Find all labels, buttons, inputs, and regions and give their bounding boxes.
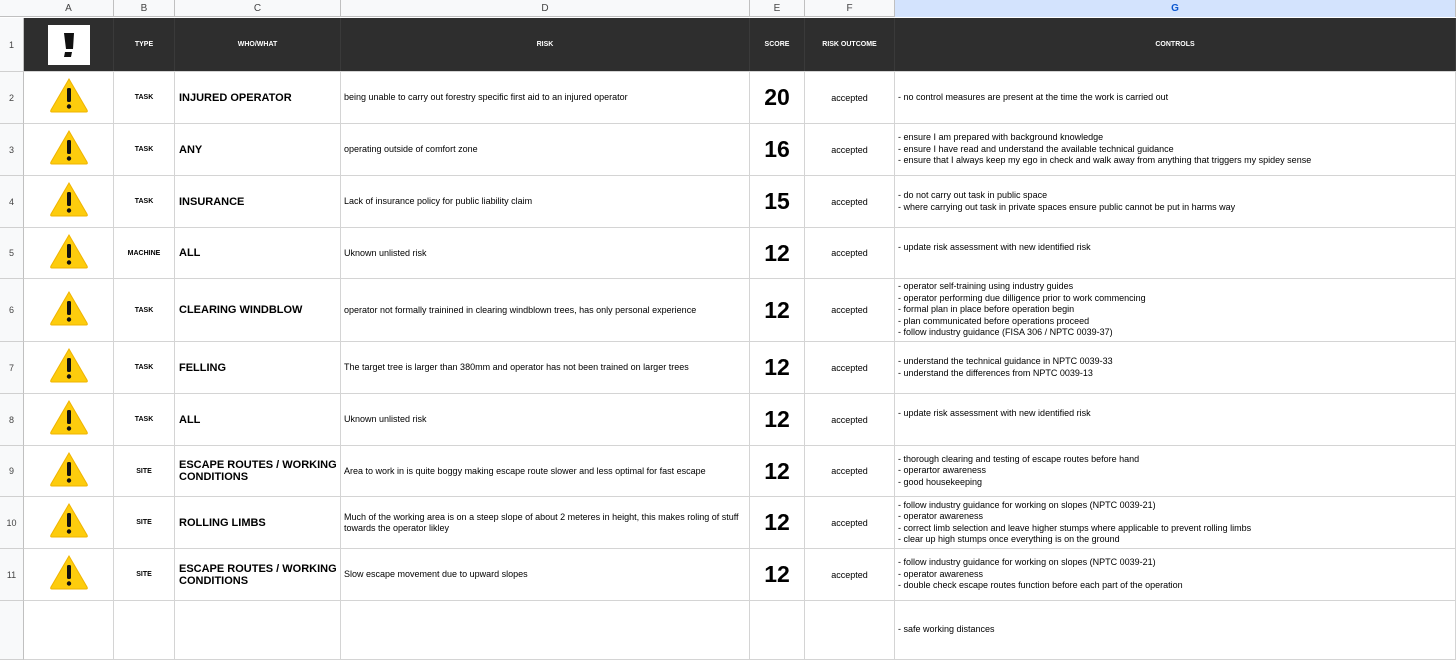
type-cell[interactable]	[114, 446, 175, 496]
column-header-d[interactable]: D	[341, 0, 750, 17]
table-row	[24, 228, 1456, 279]
score-cell-text: 12	[764, 457, 790, 484]
warning-triangle-icon	[49, 77, 89, 118]
risk-outcome-cell[interactable]	[805, 394, 895, 445]
warning-triangle-icon	[49, 451, 89, 492]
table-row	[24, 601, 1456, 660]
controls-cell[interactable]	[895, 228, 1456, 278]
header-risk[interactable]: RISK	[341, 18, 750, 71]
warning-cell[interactable]	[24, 549, 114, 600]
warning-triangle-icon	[49, 347, 89, 388]
type-cell[interactable]	[114, 601, 175, 659]
column-header-c[interactable]: C	[175, 0, 341, 17]
column-header-strip	[0, 0, 1456, 17]
type-cell-text: SITE	[136, 467, 152, 475]
who-what-cell-text: ROLLING LIMBS	[179, 516, 266, 529]
who-what-cell[interactable]	[175, 279, 341, 341]
table-row	[24, 176, 1456, 228]
controls-cell[interactable]	[895, 549, 1456, 600]
warning-triangle-icon	[49, 554, 89, 595]
risk-outcome-cell[interactable]	[805, 342, 895, 393]
row-header-10[interactable]: 10	[0, 497, 24, 549]
warning-cell[interactable]	[24, 394, 114, 445]
warning-cell[interactable]	[24, 497, 114, 548]
row-header-1[interactable]: 1	[0, 18, 24, 72]
risk-outcome-cell-text: accepted	[831, 196, 868, 207]
score-cell-text: 12	[764, 406, 790, 432]
type-cell[interactable]	[114, 124, 175, 175]
who-what-cell[interactable]	[175, 124, 341, 175]
risk-outcome-cell-text: accepted	[831, 517, 868, 528]
column-header-g[interactable]: G	[895, 0, 1456, 17]
risk-outcome-cell-text: accepted	[831, 144, 868, 155]
row-header-3[interactable]: 3	[0, 124, 24, 176]
warning-cell[interactable]	[24, 279, 114, 341]
risk-outcome-cell-text: accepted	[831, 92, 868, 103]
type-cell-text: MACHINE	[127, 249, 161, 257]
risk-outcome-cell[interactable]	[805, 601, 895, 659]
type-cell-text: TASK	[134, 416, 154, 423]
controls-cell-text: - safe working distances	[898, 624, 995, 635]
header-score[interactable]: SCORE	[750, 18, 805, 71]
controls-cell-text: - thorough clearing and testing of escape routes before hand - operartor awareness - good housekeeping	[898, 453, 1140, 487]
risk-cell-text: Lack of insurance policy for public liability claim	[344, 196, 533, 206]
warning-triangle-icon	[49, 399, 89, 440]
row-header-9[interactable]: 9	[0, 446, 24, 497]
risk-cell[interactable]	[341, 279, 750, 341]
table-row	[24, 497, 1456, 549]
risk-cell[interactable]	[341, 342, 750, 393]
type-cell[interactable]	[114, 228, 175, 278]
who-what-cell-text: FELLING	[179, 361, 227, 374]
who-what-cell[interactable]	[175, 446, 341, 496]
who-what-cell-text: ALL	[179, 413, 201, 426]
risk-outcome-cell[interactable]	[805, 176, 895, 227]
warning-cell[interactable]	[24, 601, 114, 659]
who-what-cell-text: INJURED OPERATOR	[179, 91, 292, 104]
risk-cell-text: Uknown unlisted risk	[344, 414, 427, 424]
who-what-cell-text: ALL	[179, 247, 201, 259]
risk-outcome-cell[interactable]	[805, 549, 895, 600]
score-cell[interactable]	[750, 497, 805, 548]
warning-triangle-icon	[49, 290, 89, 331]
type-cell-text: TASK	[134, 198, 154, 205]
score-cell-text: 16	[764, 136, 790, 162]
who-what-cell-text: ANY	[179, 143, 203, 156]
warning-triangle-icon	[49, 181, 89, 222]
risk-cell[interactable]	[341, 497, 750, 548]
table-row	[24, 124, 1456, 176]
type-cell-text: SITE	[136, 519, 152, 526]
controls-cell[interactable]	[895, 497, 1456, 548]
score-cell-text: 12	[764, 296, 790, 323]
risk-outcome-cell-text: accepted	[831, 248, 868, 258]
warning-triangle-icon	[49, 502, 89, 543]
risk-cell-text: Uknown unlisted risk	[344, 247, 427, 258]
score-cell[interactable]	[750, 124, 805, 175]
risk-outcome-cell-text: accepted	[831, 569, 868, 580]
type-cell-text: TASK	[134, 146, 154, 153]
controls-cell-text: - update risk assessment with new identified risk	[898, 241, 1091, 252]
table-row	[24, 394, 1456, 446]
score-cell[interactable]	[750, 228, 805, 278]
who-what-cell-text: CLEARING WINDBLOW	[179, 304, 303, 316]
score-cell-text: 20	[764, 84, 790, 110]
type-cell-text: TASK	[134, 306, 154, 314]
warning-cell[interactable]	[24, 124, 114, 175]
type-cell-text: SITE	[136, 571, 152, 578]
risk-cell[interactable]	[341, 549, 750, 600]
warning-cell[interactable]	[24, 176, 114, 227]
score-cell[interactable]	[750, 342, 805, 393]
warning-cell[interactable]	[24, 228, 114, 278]
risk-outcome-cell[interactable]	[805, 279, 895, 341]
table-row	[24, 549, 1456, 601]
score-cell[interactable]	[750, 601, 805, 659]
type-cell[interactable]	[114, 497, 175, 548]
type-cell[interactable]	[114, 72, 175, 123]
who-what-cell[interactable]	[175, 176, 341, 227]
controls-cell[interactable]	[895, 601, 1456, 659]
who-what-cell[interactable]	[175, 497, 341, 548]
risk-outcome-cell[interactable]	[805, 124, 895, 175]
header-logo-cell[interactable]	[24, 18, 114, 71]
risk-cell-text: being unable to carry out forestry specific first aid to an injured operator	[344, 92, 628, 102]
risk-outcome-cell[interactable]	[805, 497, 895, 548]
risk-cell[interactable]	[341, 176, 750, 227]
row-header-8[interactable]: 8	[0, 394, 24, 446]
score-cell[interactable]	[750, 176, 805, 227]
who-what-cell[interactable]	[175, 72, 341, 123]
exclamation-logo-icon	[48, 25, 90, 65]
risk-cell-text: Slow escape movement due to upward slopes	[344, 569, 528, 579]
risk-cell[interactable]	[341, 601, 750, 659]
score-cell[interactable]	[750, 279, 805, 341]
type-cell-text: TASK	[134, 364, 154, 371]
row-header-2[interactable]: 2	[0, 72, 24, 124]
warning-cell[interactable]	[24, 72, 114, 123]
score-cell-text: 12	[764, 561, 790, 587]
controls-cell-text: - understand the technical guidance in NPTC 0039-33 - understand the differences from NPTC 0039-13	[898, 356, 1113, 378]
risk-outcome-cell-text: accepted	[831, 414, 868, 425]
type-cell[interactable]	[114, 176, 175, 227]
risk-cell-text: operating outside of comfort zone	[344, 144, 478, 154]
warning-triangle-icon	[49, 233, 89, 274]
row-header-12[interactable]	[0, 601, 24, 660]
controls-cell-text: - follow industry guidance for working on slopes (NPTC 0039-21) - operator awareness - double check escape routes function before each part of the operation	[898, 557, 1183, 591]
row-header-5[interactable]: 5	[0, 228, 24, 279]
header-controls[interactable]: CONTROLS	[895, 18, 1456, 71]
risk-outcome-cell-text: accepted	[831, 305, 868, 315]
risk-cell[interactable]	[341, 228, 750, 278]
type-cell[interactable]	[114, 549, 175, 600]
table-header-row	[24, 18, 1456, 72]
score-cell-text: 12	[764, 354, 790, 380]
who-what-cell[interactable]	[175, 549, 341, 600]
risk-outcome-cell[interactable]	[805, 72, 895, 123]
risk-cell-text: operator not formally trainined in clearing windblown trees, has only personal experience	[344, 304, 697, 315]
header-risk-outcome[interactable]: RISK OUTCOME	[805, 18, 895, 71]
risk-cell[interactable]	[341, 72, 750, 123]
risk-outcome-cell-text: accepted	[831, 362, 868, 373]
type-cell[interactable]	[114, 279, 175, 341]
row-header-4[interactable]: 4	[0, 176, 24, 228]
row-header-6[interactable]: 6	[0, 279, 24, 342]
type-cell[interactable]	[114, 342, 175, 393]
who-what-cell-text: ESCAPE ROUTES / WORKING CONDITIONS	[179, 459, 337, 483]
table-row	[24, 342, 1456, 394]
controls-cell-text: - follow industry guidance for working on slopes (NPTC 0039-21) - operator awareness - correct limb selection and leave higher stumps where applicable to prevent rolling limbs - clear up high stumps once everything is on the ground	[898, 499, 1252, 544]
controls-cell[interactable]	[895, 342, 1456, 393]
risk-cell[interactable]	[341, 446, 750, 496]
risk-cell[interactable]	[341, 394, 750, 445]
score-cell-text: 12	[764, 509, 790, 535]
controls-cell-text: - ensure I am prepared with background knowledge - ensure I have read and understand the available technical guidance - ensure that I always keep my ego in check and walk away from anything that triggers my spidey sense	[898, 132, 1312, 166]
column-header-b[interactable]: B	[114, 0, 175, 17]
controls-cell-text: - no control measures are present at the time the work is carried out	[898, 91, 1169, 102]
controls-cell[interactable]	[895, 124, 1456, 175]
who-what-cell[interactable]	[175, 394, 341, 445]
row-header-11[interactable]: 11	[0, 549, 24, 601]
warning-triangle-icon	[49, 129, 89, 170]
warning-cell[interactable]	[24, 342, 114, 393]
controls-cell[interactable]	[895, 279, 1456, 341]
risk-cell-text: Much of the working area is on a steep slope of about 2 meteres in height, this makes roling of stuff towards the operator likley	[344, 511, 739, 533]
risk-cell[interactable]	[341, 124, 750, 175]
score-cell[interactable]	[750, 446, 805, 496]
risk-outcome-cell[interactable]	[805, 446, 895, 496]
risk-outcome-cell[interactable]	[805, 228, 895, 278]
type-cell[interactable]	[114, 394, 175, 445]
warning-cell[interactable]	[24, 446, 114, 496]
who-what-cell-text: INSURANCE	[179, 195, 245, 208]
header-who-what[interactable]: WHO/WHAT	[175, 18, 341, 71]
controls-cell-text: - do not carry out task in public space - where carrying out task in private spaces ensure public cannot be put in harms way	[898, 190, 1236, 212]
who-what-cell[interactable]	[175, 601, 341, 659]
row-header-7[interactable]: 7	[0, 342, 24, 394]
table-row	[24, 446, 1456, 497]
controls-cell[interactable]	[895, 446, 1456, 496]
controls-cell[interactable]	[895, 72, 1456, 123]
type-cell-text: TASK	[134, 94, 154, 101]
controls-cell-text: - update risk assessment with new identified risk	[898, 408, 1091, 418]
column-header-a[interactable]: A	[24, 0, 114, 17]
controls-cell[interactable]	[895, 394, 1456, 445]
header-type[interactable]: TYPE	[114, 18, 175, 71]
column-header-e[interactable]: E	[750, 0, 805, 17]
table-row	[24, 72, 1456, 124]
score-cell[interactable]	[750, 549, 805, 600]
score-cell[interactable]	[750, 72, 805, 123]
who-what-cell[interactable]	[175, 342, 341, 393]
who-what-cell[interactable]	[175, 228, 341, 278]
risk-cell-text: Area to work in is quite boggy making escape route slower and less optimal for fast escape	[344, 465, 706, 476]
score-cell-text: 12	[764, 239, 790, 266]
risk-outcome-cell-text: accepted	[831, 466, 868, 476]
who-what-cell-text: ESCAPE ROUTES / WORKING CONDITIONS	[179, 562, 337, 587]
score-cell[interactable]	[750, 394, 805, 445]
controls-cell[interactable]	[895, 176, 1456, 227]
controls-cell-text: - operator self-training using industry guides - operator performing due dilligence prior to work commencing - formal plan in place before operation begin - plan communicated before operations proceed - follow industry guidance (FISA 306 / NPTC 0039-37)	[898, 281, 1146, 338]
table-row	[24, 279, 1456, 342]
column-header-f[interactable]: F	[805, 0, 895, 17]
risk-cell-text: The target tree is larger than 380mm and operator has not been trained on larger trees	[344, 362, 689, 372]
score-cell-text: 15	[764, 188, 790, 214]
